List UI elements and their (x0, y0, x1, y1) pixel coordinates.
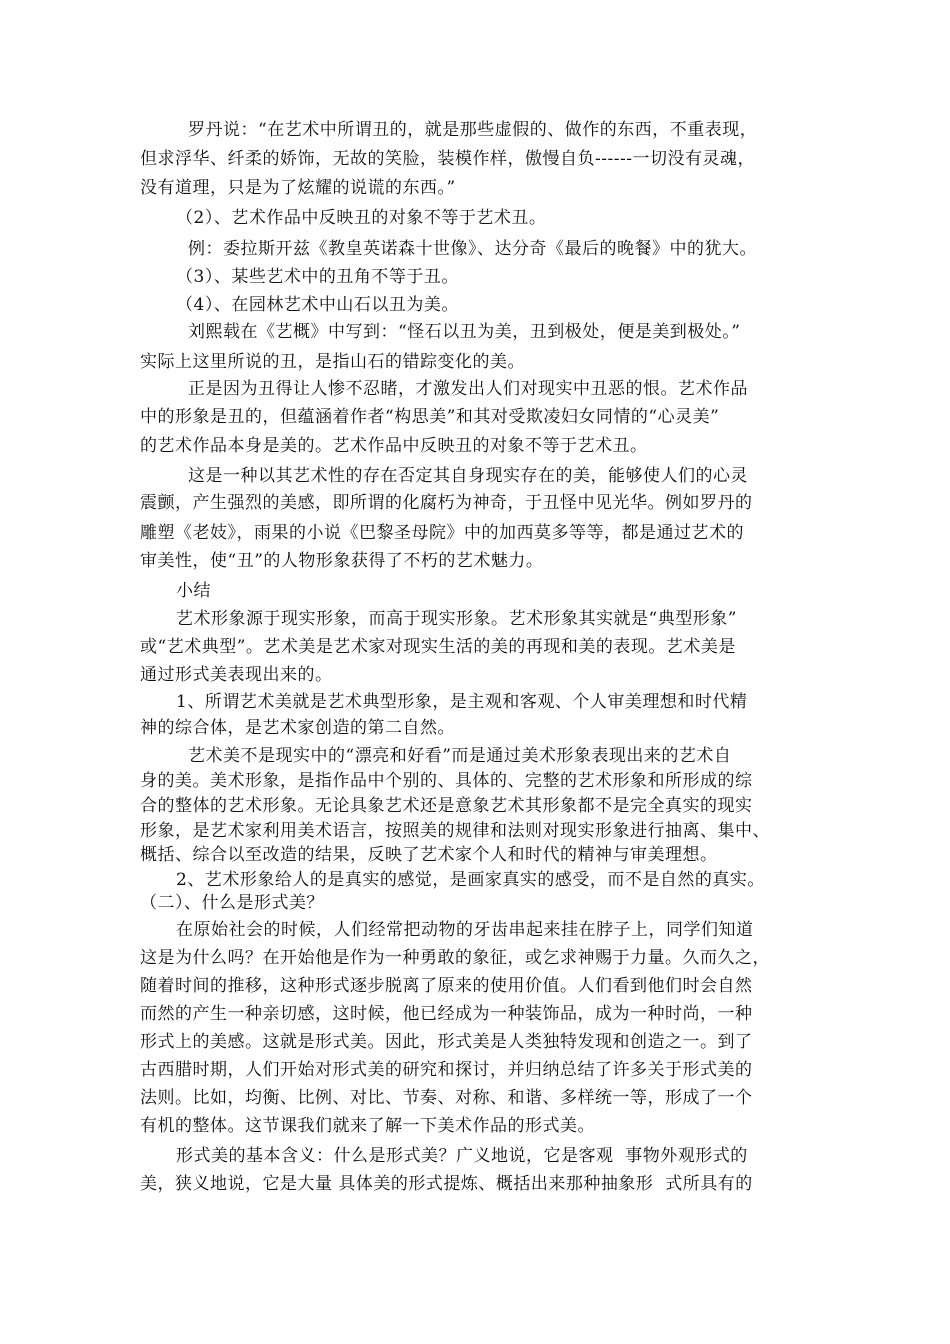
text-line: 美，狭义地说，它是大量 具体美的形式提炼、概括出来那种抽象形 式所具有的 (140, 1174, 753, 1194)
text-line: 没有道理，只是为了炫耀的说谎的东西。” (140, 178, 456, 198)
text-line: 在原始社会的时候，人们经常把动物的牙齿串起来挂在脖子上，同学们知道 (176, 920, 754, 940)
text-line: （2）、艺术作品中反映丑的对象不等于艺术丑。 (176, 208, 547, 228)
text-line: 的艺术作品本身是美的。艺术作品中反映丑的对象不等于艺术丑。 (140, 436, 648, 456)
text-line: 这是为什么吗？在开始他是作为一种勇敢的象征，或乞求神赐于力量。久而久之， (140, 948, 770, 968)
text-line: 这是一种以其艺术性的存在否定其自身现实存在的美，能够使人们的心灵 (188, 466, 748, 486)
section-heading: 小结 (176, 581, 211, 601)
text-line: 雕塑《老妓》，雨果的小说《巴黎圣母院》中的加西莫多等等，都是通过艺术的 (140, 523, 744, 543)
text-line: 概括、综合以至改造的结果，反映了艺术家个人和时代的精神与审美理想。 (140, 845, 718, 865)
text-line: 有机的整体。这节课我们就来了解一下美术作品的形式美。 (140, 1116, 595, 1136)
text-line: 法则。比如，均衡、比例、对比、节奏、对称、和谐、多样统一等，形成了一个 (140, 1088, 753, 1108)
text-line: 正是因为丑得让人惨不忍睹，才激发出人们对现实中丑恶的恨。艺术作品 (188, 379, 748, 399)
text-line: 2、艺术形象给人的是真实的感觉，是画家真实的感受，而不是自然的真实。 (176, 870, 765, 890)
text-line: 形象，是艺术家利用美术语言，按照美的规律和法则对现实形象进行抽离、集中、 (140, 821, 770, 841)
text-line: 而然的产生一种亲切感，这时候，他已经成为一种装饰品，成为一种时尚，一种 (140, 1004, 753, 1024)
text-line: 通过形式美表现出来的。 (140, 665, 333, 685)
text-line: 艺术形象源于现实形象，而高于现实形象。艺术形象其实就是“典型形象” (176, 609, 737, 629)
text-line: 中的形象是丑的，但蕴涵着作者“构思美”和其对受欺凌妇女同情的“心灵美” (140, 407, 720, 427)
text-line: （4）、在园林艺术中山石以丑为美。 (176, 295, 459, 315)
text-line: 罗丹说：“在艺术中所谓丑的，就是那些虚假的、做作的东西，不重表现， (188, 120, 758, 140)
text-line: 神的综合体，是艺术家创造的第二自然。 (140, 718, 455, 738)
text-line: 或“艺术典型”。艺术美是艺术家对现实生活的美的再现和美的表现。艺术美是 (140, 637, 736, 657)
text-line: 艺术美不是现实中的“漂亮和好看”而是通过美术形象表现出来的艺术自 (188, 746, 732, 766)
text-line: 刘熙载在《艺概》中写到：“怪石以丑为美，丑到极处，便是美到极处。” (188, 322, 741, 342)
text-line: 例：委拉斯开兹《教皇英诺森十世像》、达分奇《最后的晚餐》中的犹大。 (188, 239, 757, 259)
text-line: 身的美。美术形象，是指作品中个别的、具体的、完整的艺术形象和所形成的综 (140, 771, 753, 791)
section-heading: （二）、什么是形式美？ (140, 893, 324, 913)
text-line: 合的整体的艺术形象。无论具象艺术还是意象艺术其形象都不是完全真实的现实 (140, 796, 753, 816)
text-line: 形式上的美感。这就是形式美。因此，形式美是人类独特发现和创造之一。到了 (140, 1032, 753, 1052)
text-line: 随着时间的推移，这种形式逐步脱离了原来的使用价值。人们看到他们时会自然 (140, 976, 753, 996)
text-line: 1、所谓艺术美就是艺术典型形象，是主观和客观、个人审美理想和时代精 (176, 692, 748, 712)
text-line: 但求浮华、纤柔的娇饰，无故的笑脸，装模作样，傲慢自负------一切没有灵魂， (140, 149, 755, 169)
text-line: （3）、某些艺术中的丑角不等于丑。 (176, 267, 459, 287)
text-line: 震颤，产生强烈的美感，即所谓的化腐朽为神奇，于丑怪中见光华。例如罗丹的 (140, 493, 753, 513)
text-line: 形式美的基本含义：什么是形式美？广义地说，它是客观 事物外观形式的 (176, 1146, 748, 1166)
text-line: 古西腊时期，人们开始对形式美的研究和探讨，并归纳总结了许多关于形式美的 (140, 1060, 753, 1080)
text-line: 审美性，使“丑”的人物形象获得了不朽的艺术魅力。 (140, 551, 544, 571)
text-line: 实际上这里所说的丑，是指山石的错踪变化的美。 (140, 352, 525, 372)
